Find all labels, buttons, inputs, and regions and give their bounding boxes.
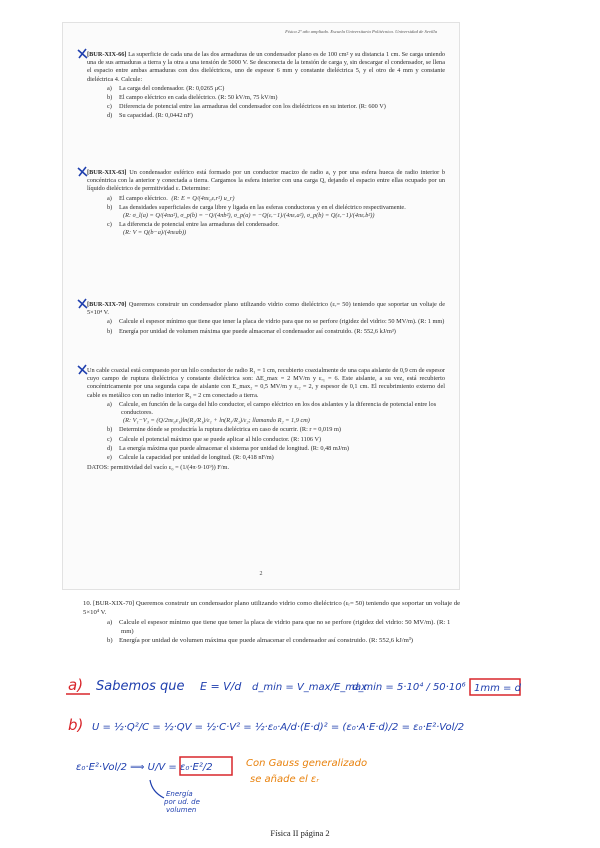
list-item: a) Calcule el espesor mínimo que tiene que tener la placa de vidrio para que no se perfore (rigidez del vidrio: 50 MV/m). (R: 1 mm) bbox=[107, 318, 445, 326]
svg-text:Energía: Energía bbox=[166, 790, 193, 798]
hand-a-label: a) bbox=[68, 676, 84, 694]
hand-b-label: b) bbox=[68, 716, 84, 734]
problem-bur-xix-66: [BUR-XIX-66] La superficie de cada una de las dos armaduras de un condensador plano es de 100 cm² y su distancia 1 cm. Se carga uniendo una de sus armaduras a tierra y la otra a una tensión de 5000 V. Se desconecta de la tensión de carga y, sin descargar el condensador, se llena el espacio entre ambas armaduras con dos dieléctricos, uno de espesor 6 mm y constante dieléctrica 5, y el otro de 4 mm y constante dieléctrica 4. Calcule: a) La carga del condensador. (R: 0,0265 μC) b) El campo eléctrico en cada dieléctrico. (R: 50 kV/m, 75 kV/m) c) Diferencia de potencial entre las armaduras del condensador con los dieléctricos en su interior. (R: 600 V) d) Su capacidad. (R: 0,0442 nF) bbox=[87, 51, 445, 122]
page-footer: Física II página 2 bbox=[270, 828, 330, 838]
svg-text:volumen: volumen bbox=[166, 806, 197, 814]
list-item: a) El campo eléctrico. (R: E = Q/(4πε₀εᵣr²) u_r) bbox=[107, 194, 235, 202]
svg-text:por ud. de: por ud. de bbox=[164, 798, 200, 806]
list-item: d) Su capacidad. (R: 0,0442 nF) bbox=[107, 112, 193, 120]
list-item: b) Las densidades superficiales de carga libre y ligada en las esferas conductoras y en el dieléctrico respectivamente. (R: σ_l(a) = Q/(4πa²), σ_p(b) = −Q/(4πb²), σ_p(a) = −Q(εᵣ−1)/(4πεᵣa²), σ_p(b) = Q(εᵣ−1)/(4πεᵣb²)) bbox=[107, 203, 406, 220]
hand-a-eq2: d_min = V_max/E_max bbox=[252, 682, 368, 693]
hand-a-result: 1mm = d bbox=[474, 683, 521, 694]
list-item: c) La diferencia de potencial entre las armaduras del condensador. (R: V = Q(b−a)/(4πεab)) bbox=[107, 221, 279, 237]
problem-bur-xix-70: [BUR-XIX-70] Queremos construir un condensador plano utilizando vidrio como dieléctrico (εᵣ= 50) teniendo que soportar un voltaje de 5×10⁴ V. a) Calcule el espesor mínimo que tiene que tener la placa de vidrio para que no se perfore (rigidez del vidrio: 50 MV/m). (R: 1 mm) b) Energía por unidad de volumen máxima que puede almacenar el condensador así construido. (R: 552,6 kJ/m³) bbox=[87, 301, 445, 337]
hand-b-eq: U = ½·Q²/C = ½·QV = ½·C·V² = ½·ε₀·A/d·(E·d)² = (ε₀·A·E·d)/2 = ε₀·E²·Vol/2 bbox=[92, 722, 465, 733]
problem-coaxial-cable: Un cable coaxial está compuesto por un hilo conductor de radio R₁ = 1 cm, recubierto coaxialmente de una capa aislante de 0,9 cm de espesor cuyo campo de ruptura dieléctrica y constante dieléctrica son: ΔE_max = 2 MV/m y εᵣ₁ = 6. Este aislante, a su vez, está recubierto concéntricamente por una segunda capa de aislante con E_max₂ = 0,5 MV/m y εᵣ₂ = 2, y espesor de 0,1 cm. El recubrimiento externo del cable es metálico con un radio interior R₃ = 2 cm conectado a tierra. a) Calcule, en función de la carga del hilo conductor, el campo eléctrico en los dos aislantes y la diferencia de potencial entre los conductores. (R: V₁−V₃ = (Q/2πε₀ε₁)ln(R₂/R₁)/ε₁ + ln(R₃/R₂)/ε₂; llamando R₂ = 1,9 cm) b) Determine dónde se produciría la ruptura dieléctrica en caso de ocurrir. (R: r = 0,019 m) c) Calcule el potencial máximo que se puede aplicar al hilo conductor. (R: 1106 V) d) La energía máxima que puede almacenar el sistema por unidad de longitud. (R: 0,48 mJ/m) e) Calcule la capacidad por unidad de longitud. (R: 0,418 nF/m) DATOS: permitividad del vacío ε₀ = (1/(4π·9·10⁹)) F/m. bbox=[87, 367, 445, 472]
list-item: c) Calcule el potencial máximo que se puede aplicar al hilo conductor. (R: 1106 V) bbox=[107, 435, 322, 443]
list-item: a) Calcule, en función de la carga del hilo conductor, el campo eléctrico en los dos aislantes y la diferencia de potencial entre los conductores. (R: V₁−V₃ = (Q/2πε₀ε₁)ln(R₂/R₁)/ε₁ + ln(R₃/R₂)/ε₂; llamando R₂ = 1,9 cm) bbox=[107, 400, 437, 425]
list-item: b) Energía por unidad de volumen máxima que puede almacenar el condensador así construido. (R: 552,6 kJ/m³) bbox=[107, 637, 414, 645]
list-item: b) El campo eléctrico en cada dieléctrico. (R: 50 kV/m, 75 kV/m) bbox=[107, 94, 278, 102]
list-item: a) La carga del condensador. (R: 0,0265 μC) bbox=[107, 84, 225, 92]
scan-header: Física 2º año ampliado. Escuela Universitaria Politécnica. Universidad de Sevilla bbox=[285, 29, 437, 34]
hand-a-eq1: E = V/d bbox=[200, 680, 242, 693]
list-item: e) Calcule la capacidad por unidad de longitud. (R: 0,418 nF/m) bbox=[107, 454, 274, 462]
hand-a-text: Sabemos que bbox=[96, 679, 185, 694]
list-item: b) Determine dónde se produciría la ruptura dieléctrica en caso de ocurrir. (R: r = 0,019 m) bbox=[107, 426, 341, 434]
scan-page-number: 2 bbox=[259, 571, 263, 577]
list-item: c) Diferencia de potencial entre las armaduras del condensador con los dieléctricos en su interior. (R: 600 V) bbox=[107, 103, 386, 111]
hand-b-eq2: ε₀·E²·Vol/2 ⟹ U/V = ε₀·E²/2 bbox=[76, 762, 213, 773]
data-note: DATOS: permitividad del vacío ε₀ = (1/(4π·9·10⁹)) F/m. bbox=[87, 464, 230, 472]
problem-bur-xix-63: [BUR-XIX-63] Un condensador esférico está formado por un conductor macizo de radio a, y por una esfera hueca de radio interior b concéntrica con la anterior y conectada a tierra. Cargamos la esfera interior con una carga Q, dejando el espacio entre ellas ocupado por un líquido dieléctrico de permitividad ε. Determine: a) El campo eléctrico. (R: E = Q/(4πε₀εᵣr²) u_r) b) Las densidades superficiales de carga libre y ligada en las esferas conductoras y en el dieléctrico respectivamente. (R: σ_l(a) = Q/(4πa²), σ_p(b) = −Q/(4πb²), σ_p(a) = −Q(εᵣ−1)/(4πεᵣa²), σ_p(b) = Q(εᵣ−1)/(4πεᵣb²)) c) La diferencia de potencial entre las armaduras del condensador. (R: V = Q(b−a)/(4πεab)) bbox=[87, 169, 445, 239]
list-item: b) Energía por unidad de volumen máxima que puede almacenar el condensador así construido. (R: 552,6 kJ/m³) bbox=[107, 327, 396, 335]
hand-a-eq3: d_min = 5·10⁴ / 50·10⁶ bbox=[352, 682, 466, 693]
list-item: d) La energía máxima que puede almacenar el sistema por unidad de longitud. (R: 0,48 mJ/m) bbox=[107, 444, 350, 452]
svg-text:se añade el εᵣ: se añade el εᵣ bbox=[250, 774, 319, 785]
problem-10-heading: 10. [BUR-XIX-70] Queremos construir un condensador plano utilizando vidrio como dieléctrico (εᵣ= 50) teniendo que soportar un voltaje de 5×10⁴ V. bbox=[83, 600, 461, 616]
list-item: a) Calcule el espesor mínimo que tiene que tener la placa de vidrio para que no se perfore (rigidez del vidrio: 50 MV/m). (R: 1 mm) bbox=[107, 619, 451, 635]
hand-gauss-note: Con Gauss generalizado bbox=[246, 758, 368, 769]
